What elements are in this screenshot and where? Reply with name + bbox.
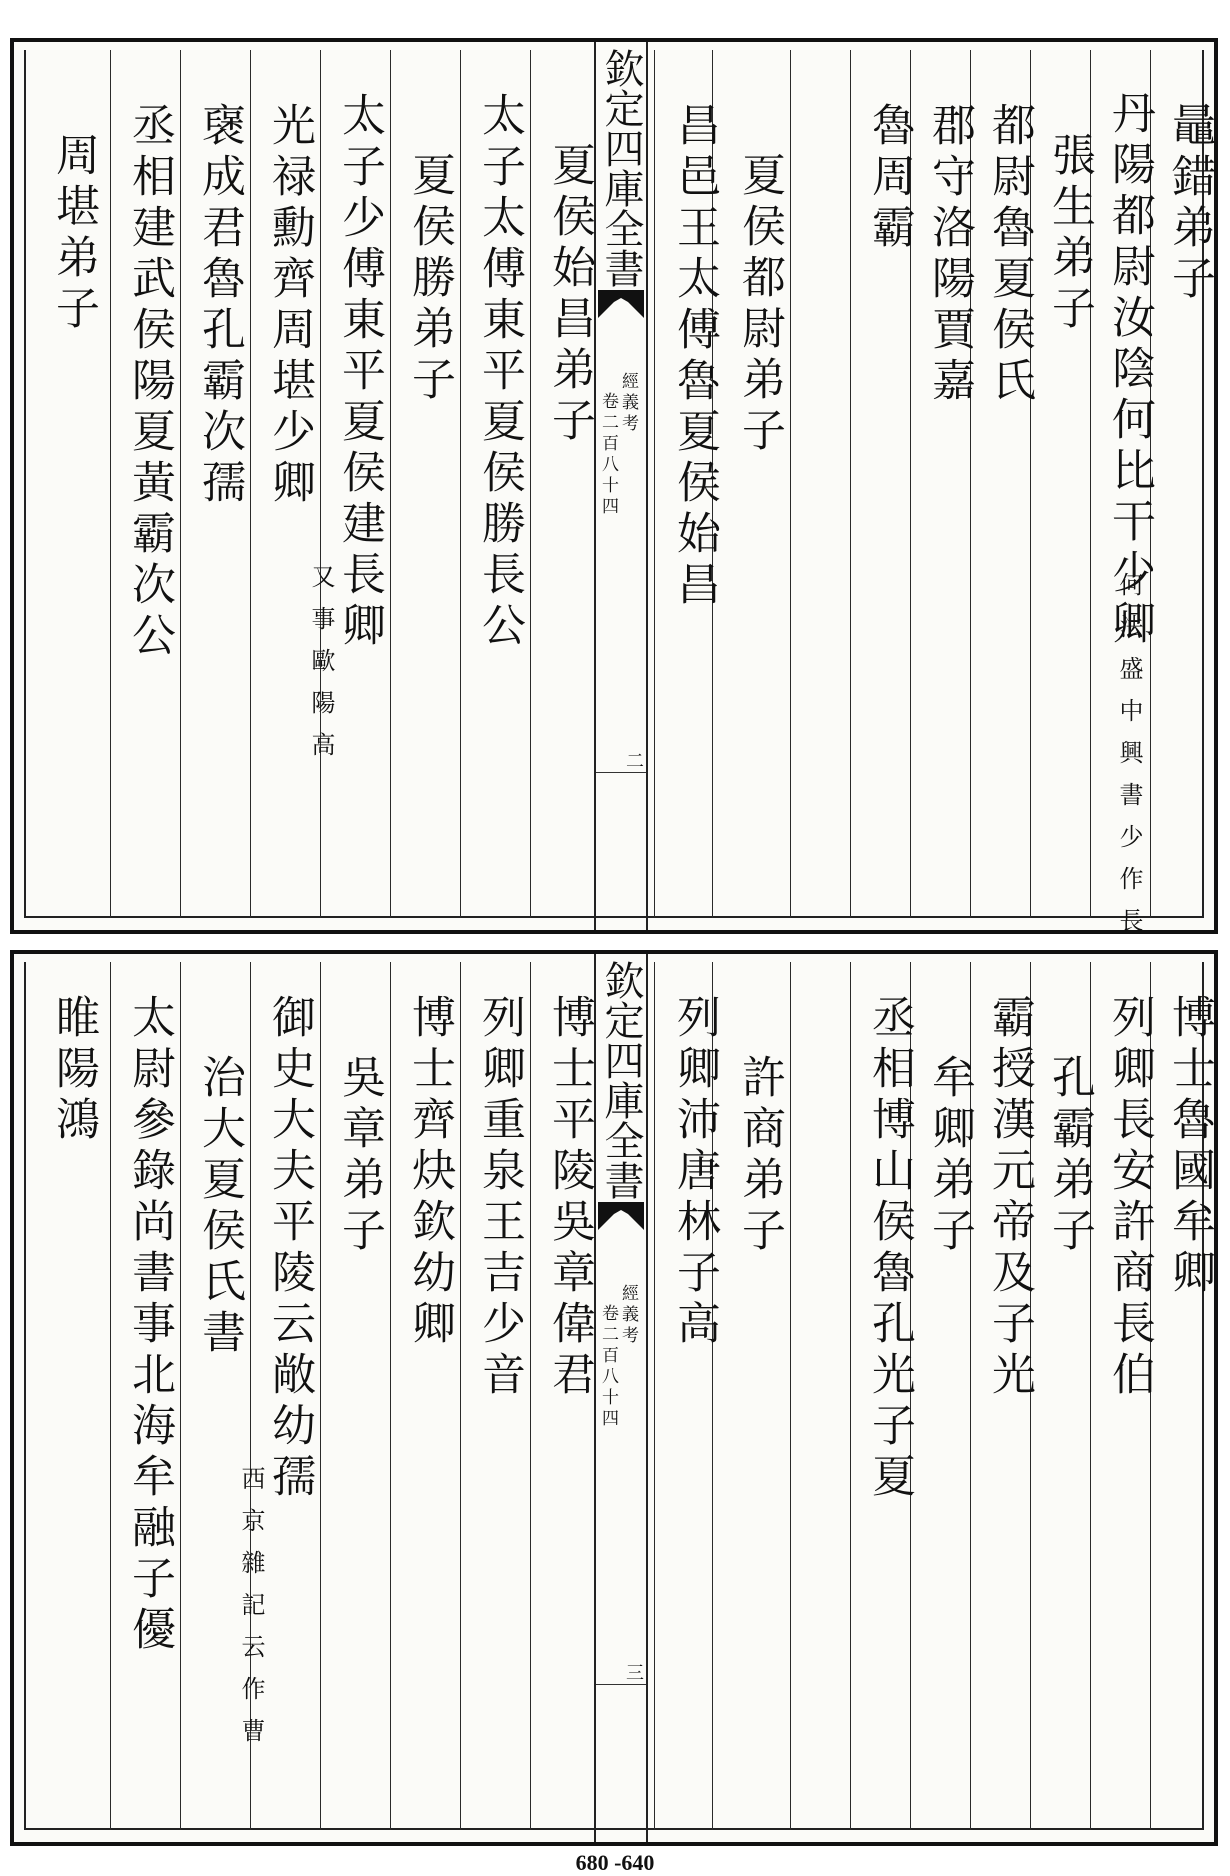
- annotation-note: 又事歐陽高: [307, 564, 335, 774]
- text-column: 郡守洛陽賈嘉: [924, 102, 975, 408]
- column-rule: [110, 50, 111, 918]
- text-column: 鼂錯弟子: [1164, 102, 1215, 306]
- text-column: 襃成君魯孔霸次孺: [194, 102, 245, 510]
- text-column: 太子太傅東平夏侯勝長公: [474, 92, 525, 653]
- text-column: 睢陽鴻: [48, 994, 99, 1147]
- page-code: 680 -640: [575, 1850, 655, 1875]
- text-column: 列卿長安許商長伯: [1104, 994, 1155, 1402]
- bottom-page: [10, 950, 1218, 1846]
- volume-number: 卷二百八十四: [598, 392, 618, 518]
- text-column: 吳章弟子: [334, 1054, 385, 1258]
- text-column: 牟卿弟子: [924, 1054, 975, 1258]
- leaf-line: [596, 1684, 646, 1685]
- text-column: 張生弟子: [1044, 132, 1095, 336]
- text-column: 昌邑王太傅魯夏侯始昌: [669, 102, 720, 612]
- column-rule: [850, 962, 851, 1830]
- text-column: 霸授漢元帝及子光: [984, 994, 1035, 1402]
- text-column: 博士平陵吳章偉君: [544, 994, 595, 1402]
- text-column: 丞相博山侯魯孔光子夏: [864, 994, 915, 1504]
- column-rule: [654, 962, 655, 1830]
- column-rule: [110, 962, 111, 1830]
- text-column: 博士魯國牟卿: [1164, 994, 1215, 1300]
- book-title: 經義考: [618, 372, 638, 435]
- text-column: 孔霸弟子: [1044, 1054, 1095, 1258]
- text-column: 丞相建武侯陽夏黃霸次公: [124, 102, 175, 663]
- leaf-number: 二: [626, 751, 644, 772]
- top-page: [10, 38, 1218, 950]
- text-column: 夏侯始昌弟子: [544, 142, 595, 448]
- leaf-number: 三: [626, 1663, 644, 1684]
- text-column: 都尉魯夏侯氏: [984, 102, 1035, 408]
- column-rule: [850, 50, 851, 918]
- text-column: 治大夏侯氏書: [194, 1054, 245, 1360]
- book-title: 經義考: [618, 1284, 638, 1347]
- text-column: 太尉參錄尚書事北海牟融子優: [124, 994, 175, 1657]
- text-column: 夏侯都尉弟子: [734, 152, 785, 458]
- volume-number: 卷二百八十四: [598, 1304, 618, 1430]
- text-column: 光禄勳齊周堪少卿: [264, 102, 315, 510]
- text-column: 太子少傅東平夏侯建長卿: [334, 92, 385, 653]
- book-series-title: 欽定四庫全書: [598, 48, 644, 288]
- text-column: 丹陽都尉汝陰何比干少卿: [1104, 90, 1155, 651]
- annotation-note: 何法盛中興書少作長: [1115, 572, 1143, 950]
- annotation-note: 西京雜記云作曹: [237, 1466, 265, 1760]
- leaf-line: [596, 772, 646, 773]
- text-column: 御史大夫平陵云敞幼孺: [264, 994, 315, 1504]
- text-column: 博士齊炔欽幼卿: [404, 994, 455, 1351]
- text-column: 夏侯勝弟子: [404, 152, 455, 407]
- text-column: 列卿重泉王吉少音: [474, 994, 525, 1402]
- text-column: 周堪弟子: [48, 132, 99, 336]
- book-series-title: 欽定四庫全書: [598, 960, 644, 1200]
- text-column: 魯周霸: [864, 102, 915, 255]
- text-column: 許商弟子: [734, 1054, 785, 1258]
- text-column: 列卿沛唐林子高: [669, 994, 720, 1351]
- column-rule: [654, 50, 655, 918]
